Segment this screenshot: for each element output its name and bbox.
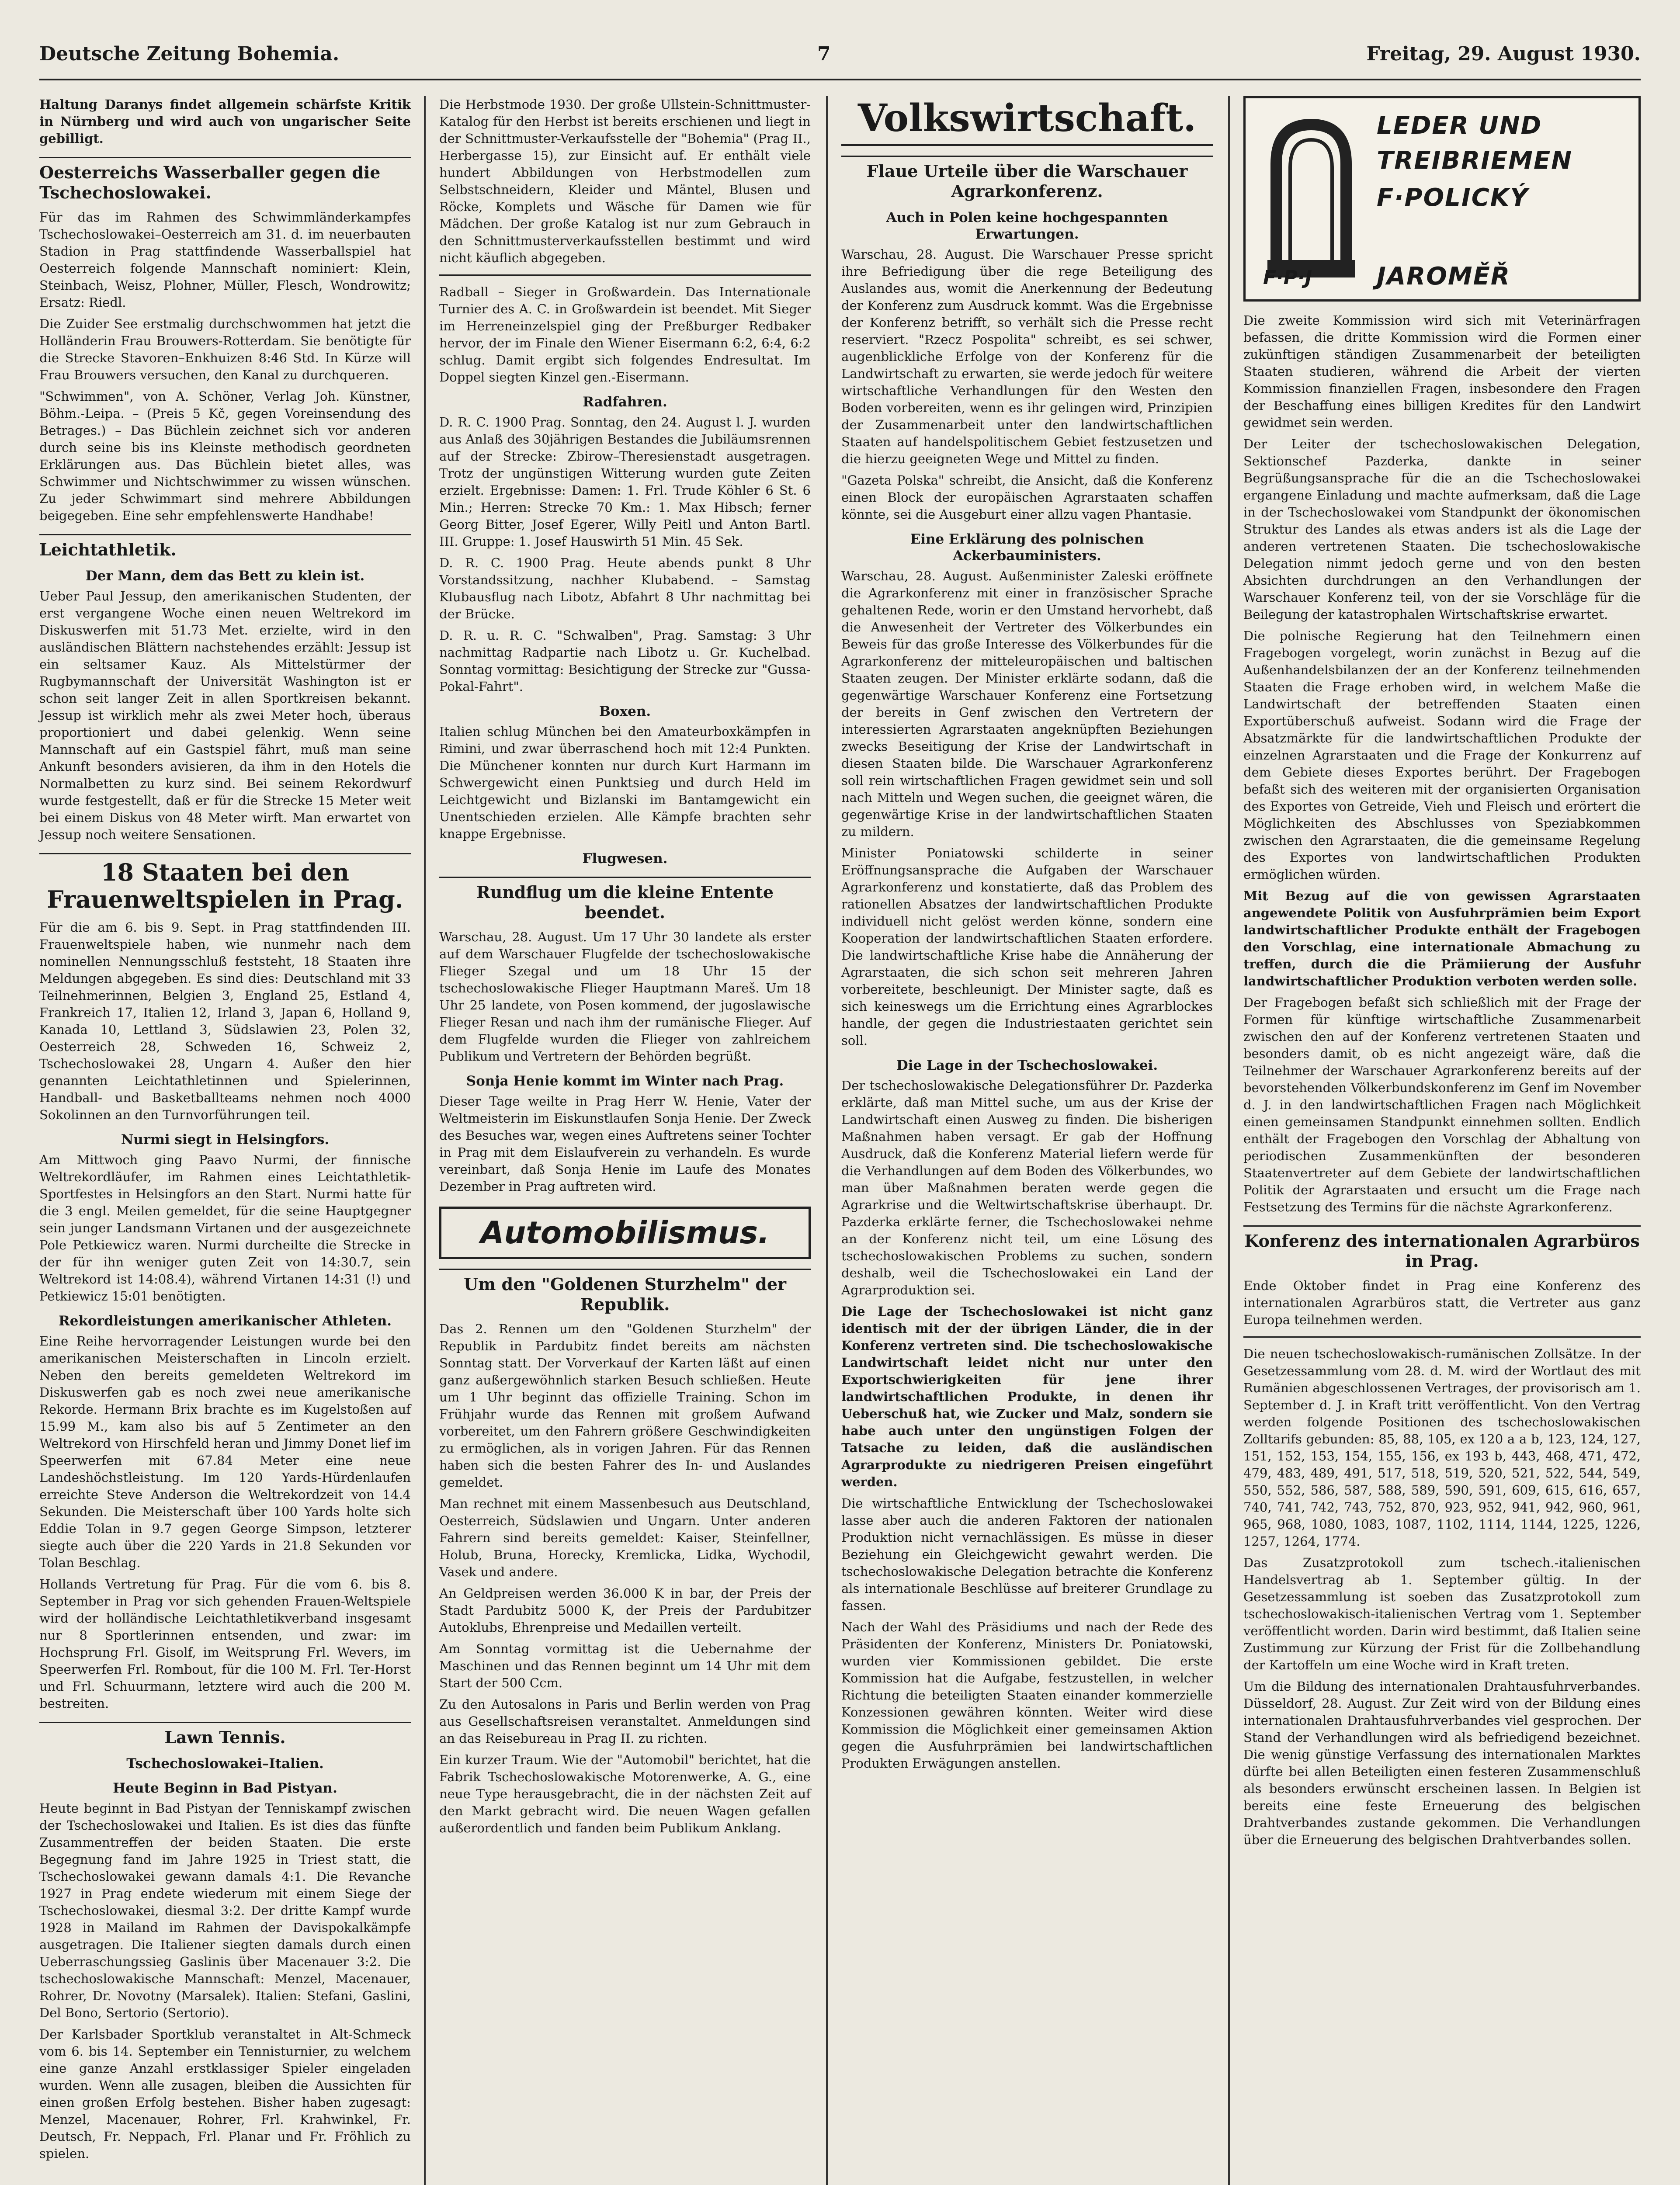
belt-icon	[1263, 116, 1359, 282]
subheadline: Sonja Henie kommt im Winter nach Prag.	[466, 1073, 784, 1089]
article-text: D. R. u. R. C. "Schwalben", Prag. Samstag: 3 Uhr nachmittag Radpartie nach Libotz u. Gr. Kuchelbad. Sonntag vormittag: Besichtigung der Strecke zur "Gussa-Pokal-Fahrt".	[439, 628, 811, 694]
advertisement-policky	[1243, 96, 1641, 302]
article-text: Heute beginnt in Bad Pistyan der Tenniskampf zwischen der Tschechoslowakei und Italien. Es ist dies das fünfte Zusammentreffen der beiden Staaten. Die erste Begegnung fand im Jahre 1925 in Triest statt, die Tschechoslowakei gewann damals 4:1. Die Revanche 1927 in Prag endete wiederum mit einem Siege der Tschechoslowakei, diesmal 3:2. Der dritte Kampf wurde 1928 in Mailand im Rahmen der Davispokalkämpfe ausgetragen. Die Italiener siegten damals durch einen Ueberraschungssieg Gaslinis über Macenauer 3:2. Die tschechoslowakische Mannschaft: Menzel, Macenauer, Rohrer, Dr. Novotny (Marsalek). Italien: Stefani, Gaslini, Del Bono, Sertorio (Sertorio).	[39, 1801, 411, 2020]
article-text: Der Karlsbader Sportklub veranstaltet in Alt-Schmeck vom 6. bis 14. September ein Tennisturnier, zu welchem eine ganze Anzahl erstklassiger Spieler eingeladen wurden. Wenn alle zusagen, bleiben die Aussichten für einen großen Erfolg bestehen. Bisher haben zugesagt: Menzel, Macenauer, Rohrer, Frl. Krahwinkel, Fr. Deutsch, Fr. Neppach, Frl. Planar und Fr. Fröhlich zu spielen.	[39, 2027, 411, 2161]
column-rule	[826, 96, 828, 2185]
article-text: D. R. C. 1900 Prag. Heute abends punkt 8 Uhr Vorstandssitzung, nachher Klubabend. – Samstag Klubausflug nach Libotz, Abfahrt 8 Uhr nachmittag bei der Brücke.	[439, 555, 811, 621]
headline: 18 Staaten bei den Frauenweltspielen in Prag.	[39, 853, 411, 913]
article-text: Der Leiter der tschechoslowakischen Delegation, Sektionschef Pazderka, dankte in seiner Begrüßungsansprache für die an die Tschechoslowakei ergangene Einladung und machte aufmerksam, daß die Lage in der Tschechoslowakei vom Standpunkt der ökonomischen Struktur des Landes als etwas anders ist als die Lage der anderen vertretenen Staaten. Die tschechoslowakische Delegation nimmt jedoch gerne und von den besten Absichten durchdrungen an den Verhandlungen der Warschauer Konferenz teil, von der sie Vorschläge für die Beilegung der katastrophalen Wirtschaftskrise erwartet.	[1243, 437, 1641, 622]
article-text: Dieser Tage weilte in Prag Herr W. Henie, Vater der Weltmeisterin im Eiskunstlaufen Sonja Henie. Der Zweck des Besuches war, wegen eines Auftretens seiner Tochter in Prag mit dem Eislaufverein zu verhandeln. Es wurde vereinbart, daß Sonja Henie im Laufe des Monates Dezember in Prag auftreten wird.	[439, 1094, 811, 1194]
article-text: Die wirtschaftliche Entwicklung der Tschechoslowakei lasse aber auch die anderen Faktoren der nationalen Produktion nicht vernachlässigen. Es müsse in dieser Beziehung ein Gleichgewicht gewahrt werden. Die tschechoslowakische Delegation betrachte die Konferenz als internationale Beschlüsse auf breiterer Grundlage zu fassen.	[841, 1496, 1213, 1613]
article-text: Um die Bildung des internationalen Drahtausfuhrverbandes. Düsseldorf, 28. August. Zur Zeit wird von der Bildung eines internationalen Drahtausfuhrverbandes viel gesprochen. Der Stand der Verhandlungen wird als befriedigend bezeichnet. Die wenig günstige Verfassung des internationalen Marktes dürfte bei allen Beteiligten einen festeren Zusammenschluß als besonders erwünscht erscheinen lassen. In Belgien ist bereits eine feste Erneuerung des belgischen Drahtverbandes zustande gekommen. Die Verhandlungen über die Erneuerung des belgischen Drahtverbandes sollen.	[1243, 1679, 1641, 1847]
ad-text: F·P·J	[1263, 267, 1312, 289]
article-text: Der tschechoslowakische Delegationsführer Dr. Pazderka erklärte, daß man Mittel suche, um aus der Krise der Landwirtschaft einen Ausweg zu finden. Die bisherigen Maßnahmen haben versagt. Er gab der Hoffnung Ausdruck, daß die Konferenz Material liefern werde für die Verhandlungen auf dem Boden des Völkerbundes, wo man über Maßnahmen beraten werde gegen die Agrarkrise und die Weltwirtschaftskrise überhaupt. Dr. Pazderka erklärte ferner, die Tschechoslowakei nehme an der Konferenz nicht teil, um eine Lösung des tschechoslowakischen Problems zu suchen, sondern deshalb, weil die Tschechoslowakei ein Land der Agrarproduktion sei.	[841, 1078, 1213, 1297]
ad-text: TREIBRIEMEN	[1377, 146, 1573, 175]
article-text: Das 2. Rennen um den "Goldenen Sturzhelm" der Republik in Pardubitz findet bereits am nächsten Sonntag statt. Der Vorverkauf der Karten läßt auf einen ganz außergewöhnlich starken Besuch schließen. Heute um 1 Uhr beginnt das offizielle Training. Schon im Frühjahr wurde das Rennen mit großem Aufwand vorbereitet, um den Fahrern größere Geschwindigkeiten zu ermöglichen, als in vorigen Jahren. Für das Rennen haben sich die besten Fahrer des In- und Auslandes gemeldet.	[439, 1321, 811, 1490]
headline: Um den "Goldenen Sturzhelm" der Republik.	[439, 1269, 811, 1314]
headline: Lawn Tennis.	[39, 1722, 411, 1748]
article-text: Am Mittwoch ging Paavo Nurmi, der finnische Weltrekordläufer, im Rahmen eines Leichtathletik-Sportfestes in Helsingfors an den Start. Nurmi hatte für die 3 engl. Meilen gemeldet, für die seine Hauptgegner sein junger Landsmann Virtanen und der ausgezeichnete Pole Petkiewicz waren. Nurmi durcheilte die Strecke in der für ihn weniger guten Zeit von 14:30.7, sein Weltrekord ist 14:08.4), während Virtanen 14:31 (!) und Petkiewicz 15:01 benötigten.	[39, 1152, 411, 1304]
newspaper-page	[39, 31, 1641, 2185]
article-text: Warschau, 28. August. Außenminister Zaleski eröffnete die Agrarkonferenz mit einer in französischer Sprache gehaltenen Rede, worin er den Umstand hervorhebt, daß die Anwesenheit der Vertreter des Völkerbundes ein Beweis für das große Interesse des Völkerbundes für die Agrarkonferenz der mitteleuropäischen und baltischen Staaten zeugen. Der Minister erklärte sodann, daß die gegenwärtige Warschauer Konferenz eine Fortsetzung der bereits in Genf zwischen den Vertretern der interessierten Agrarstaaten angeknüpften Beziehungen zwecks Beseitigung der Krise der Landwirtschaft in diesen Staaten bilde. Die Warschauer Agrarkonferenz soll rein wirtschaftlichen Fragen gewidmet sein und soll nach Mitteln und Wegen suchen, die geeignet wären, die gegenwärtige Krise in der landwirtschaftlichen Staaten zu mildern.	[841, 569, 1213, 839]
headline: Oesterreichs Wasserballer gegen die Tschechoslowakei.	[39, 157, 411, 203]
article-text: Für das im Rahmen des Schwimmländerkampfes Tschechoslowakei–Oesterreich am 31. d. im neuerbauten Stadion in Prag stattfindende Wasserballspiel hat Oesterreich folgende Mannschaft nominiert: Klein, Steinbach, Weisz, Plohner, Müller, Flesch, Wondrowitz; Ersatz: Riedl.	[39, 210, 411, 310]
column-3	[841, 96, 1213, 1776]
article-text: Italien schlug München bei den Amateurboxkämpfen in Rimini, und zwar überraschend hoch mit 12:4 Punkten. Die Münchener konnten nur durch Kurt Harmann im Schwergewicht einen Punktsieg und durch Held im Leichtgewicht und Bizlanski im Bantamgewicht ein Unentschieden erzielen. Alle Kämpfe brachten sehr knappe Ergebnisse.	[439, 724, 811, 841]
headline: Flaue Urteile über die Warschauer Agrarkonferenz.	[841, 156, 1213, 201]
article-text: Haltung Daranys findet allgemein schärfste Kritik in Nürnberg und wird auch von ungarischer Seite gebilligt.	[39, 97, 411, 146]
article-text: Die neuen tschechoslowakisch-rumänischen Zollsätze. In der Gesetzessammlung vom 28. d. M. wird der Wortlaut des mit Rumänien abgeschlossenen Vertrages, der provisorisch am 1. September d. J. in Kraft tritt veröffentlicht. Von den Vertrag werden folgende Positionen des tschechoslowakischen Zolltarifs gebunden: 85, 88, 105, ex 120 a a b, 123, 124, 127, 151, 152, 153, 154, 155, 156, ex 193 b, 443, 468, 471, 472, 479, 483, 489, 491, 517, 518, 519, 520, 521, 522, 544, 549, 550, 552, 586, 587, 588, 589, 590, 591, 609, 615, 616, 657, 740, 741, 742, 743, 752, 870, 923, 952, 941, 942, 960, 961, 965, 968, 1080, 1083, 1087, 1102, 1114, 1144, 1225, 1226, 1257, 1264, 1774.	[1243, 1346, 1641, 1549]
article-text: Eine Reihe hervorragender Leistungen wurde bei den amerikanischen Meisterschaften in Lincoln erzielt. Neben den bereits gemeldeten Weltrekord im Diskuswerfen gab es noch zwei neue amerikanische Rekorde. Hermann Brix brachte es im Kugelstoßen auf 15.99 M., kam also bis auf 5 Zentimeter an den Weltrekord von Hirschfeld heran und Jimmy Donet lief im Speerwerfen mit 67.84 Meter eine neue Landeshöchstleistung. Im 120 Yards-Hürdenlaufen erreichte Steve Anderson die Weltrekordzeit von 14.4 Sekunden. Die Meisterschaft über 100 Yards holte sich Eddie Tolan in 9.7 gegen George Simpson, letzterer siegte auch über die 220 Yards in 21.8 Sekunden vor Tolan Beschlag.	[39, 1334, 411, 1570]
section-title-volkswirtschaft: Volkswirtschaft.	[841, 96, 1213, 146]
article-text: Nach der Wahl des Präsidiums und nach der Rede des Präsidenten der Konferenz, Ministers Dr. Poniatowski, wurden vier Kommissionen gebildet. Die erste Kommission hat die Aufgabe, festzustellen, in welcher Richtung die beteiligten Staaten einander kommerzielle Konzessionen gewähren könnten. Weiter wird diese Kommission die Möglichkeit einer gemeinsamen Aktion gegen die Ausfuhrprämien bei landwirtschaftlichen Produkten Erwägungen anstellen.	[841, 1620, 1213, 1771]
article-text: Mit Bezug auf die von gewissen Agrarstaaten angewendete Politik von Ausfuhrprämien beim Export landwirtschaftlicher Produkte enthält der Fragebogen den Vorschlag, eine internationale Abmachung zu treffen, durch die die Prämiierung der Ausfuhr landwirtschaftlicher Produktion verboten werden solle.	[1243, 888, 1641, 988]
article-text: Die zweite Kommission wird sich mit Veterinärfragen befassen, die dritte Kommission wird die Formen einer zukünftigen ständigen Zusammenarbeit der beteiligten Staaten studieren, während die Arbeit der vierten Kommission finanziellen Fragen, insbesondere den Fragen der Beschaffung eines billigen Kredites für den Landwirt gewidmet sein werden.	[1243, 313, 1641, 430]
article-text: Ende Oktober findet in Prag eine Konferenz des internationalen Agrarbüros statt, die Vertreter aus ganz Europa teilnehmen werden.	[1243, 1278, 1641, 1327]
article-text: Warschau, 28. August. Die Warschauer Presse spricht ihre Befriedigung über die rege Beteiligung des Auslandes aus, womit die Anerkennung der Bedeutung der Konferenz zum Ausdruck kommt. Was die Ergebnisse der Konferenz betrifft, so verhält sich die Presse recht reserviert. "Rzecz Pospolita" schreibt, es sei schwer, augenblickliche Erfolge von der Konferenz für die Landwirtschaft zu erwarten, sie werde jedoch für weitere wirtschaftliche Verhandlungen für den Westen den Boden vorbereiten, wenn es ihr gelingen wird, Prinzipien der Zusammenarbeit unter den landwirtschaftlichen Staaten auf handelspolitischem Gebiet festzusetzen und die hierzu geeigneten Wege und Mittel zu finden.	[841, 247, 1213, 466]
headline: Konferenz des internationalen Agrarbüros in Prag.	[1243, 1225, 1641, 1271]
column-rule	[1228, 96, 1230, 2185]
subheadline: Flugwesen.	[582, 851, 668, 867]
article-text: Radball – Sieger in Großwardein. Das Internationale Turnier des A. C. in Großwardein ist beendet. Mit Sieger im Herreneinzelspiel ging der Preßburger Redbaker hervor, der im Finale den Wiener Eisermann 6:2, 6:4, 6:2 schlug. Damit ergibt sich folgendes Endresultat. Im Doppel siegten Kinzel gen.-Eisermann.	[439, 284, 811, 385]
subheadline: Radfahren.	[583, 394, 667, 410]
article-text: D. R. C. 1900 Prag. Sonntag, den 24. August l. J. wurden aus Anlaß des 30jährigen Bestandes die Jubiläumsrennen auf der Strecke: Zbirow–Theresienstadt ausgetragen. Trotz der ungünstigen Witterung wurden gute Zeiten erzielt. Ergebnisse: Damen: 1. Frl. Trude Köhler 6 St. 6 Min.; Herren: Strecke 70 Km.: 1. Max Hibsch; ferner Georg Bitter, Josef Egerer, Willy Peitl und Anton Bartl. III. Gruppe: 1. Josef Hauswirth 51 Min. 45 Sek.	[439, 415, 811, 549]
article-text: "Gazeta Polska" schreibt, die Ansicht, daß die Konferenz einen Block der europäischen Agrarstaaten schaffen könnte, sei die Ausgeburt einer allzu vagen Phantasie.	[841, 473, 1213, 522]
page-number: 7	[817, 43, 831, 65]
article-text: Ueber Paul Jessup, den amerikanischen Studenten, der erst vergangene Woche einen neuen Weltrekord im Diskuswerfen mit 51.73 Met. erzielte, wird in den ausländischen Blättern nachstehendes erzählt: Jessup ist ein seltsamer Kauz. Als Mittelstürmer der Rugbymannschaft der Universität Washington ist er schon seit langer Zeit in allen Sportkreisen bekannt. Jessup ist wirklich mehr als zwei Meter hoch, überaus proportioniert und dabei gelenkig. Wenn seine Mannschaft auf ein Gastspiel fährt, muß man seine Ankunft besonders avisieren, da ihm in den Hotels die Normalbetten zu kurz sind. Bei seinem Rekordwurf wurde festgestellt, daß er für die Strecke 15 Meter weit bei einem Diskus von 48 Meter wirft. Man erwartet von Jessup noch weitere Sensationen.	[39, 589, 411, 842]
article-text: Hollands Vertretung für Prag. Für die vom 6. bis 8. September in Prag vor sich gehenden Frauen-Weltspiele wird der holländische Leichtathletikverband insgesamt nur 8 Sportlerinnen entsenden, und zwar: im Hochsprung Frl. Gisolf, im Weitsprung Frl. Wevers, im Speerwerfen Frl. Rombout, für die 100 M. Frl. Ter-Horst und Frl. Schuurmann, letztere wird auch die 200 M. bestreiten.	[39, 1577, 411, 1711]
column-rule	[424, 96, 426, 2185]
article-text: Am Sonntag vormittag ist die Uebernahme der Maschinen und das Rennen beginnt um 14 Uhr mit dem Start der 500 Ccm.	[439, 1641, 811, 1690]
article-text: An Geldpreisen werden 36.000 K in bar, der Preis der Stadt Pardubitz 5000 K, der Preis der Pardubitzer Autoklubs, Ehrenpreise und Medaillen verteilt.	[439, 1586, 811, 1635]
subheadline: Auch in Polen keine hochgespannten Erwartungen.	[886, 210, 1168, 242]
article-text: Man rechnet mit einem Massenbesuch aus Deutschland, Oesterreich, Südslawien und Ungarn. Unter anderen Fahrern sind bereits gemeldet: Kaiser, Steinfellner, Holub, Bruna, Horecky, Kremlicka, Lidka, Wychodil, Vasek und andere.	[439, 1496, 811, 1579]
subheadline: Rekordleistungen amerikanischer Athleten.	[58, 1313, 392, 1329]
article-text: Zu den Autosalons in Paris und Berlin werden von Prag aus Gesellschaftsreisen veranstaltet. Anmeldungen sind an das Reisebureau in Prag II. zu richten.	[439, 1697, 811, 1746]
subheadline: Heute Beginn in Bad Pistyan.	[113, 1780, 337, 1796]
masthead	[39, 31, 1641, 80]
column-1	[39, 96, 411, 2167]
ad-text: LEDER UND	[1377, 111, 1542, 140]
subheadline: Nurmi siegt in Helsingfors.	[121, 1132, 330, 1148]
headline: Rundflug um die kleine Entente beendet.	[439, 877, 811, 923]
ad-text: JAROMĚŘ	[1377, 262, 1511, 291]
divider	[439, 274, 811, 276]
ad-text: F·POLICKÝ	[1377, 184, 1529, 212]
subheadline: Boxen.	[599, 704, 651, 719]
article-text: Für die am 6. bis 9. Sept. in Prag stattfindenden III. Frauenweltspiele haben, wie nunmehr nach dem nominellen Nennungsschluß feststeht, 18 Staaten ihre Meldungen abgegeben. Es sind dies: Deutschland mit 33 Teilnehmerinnen, Belgien 3, England 25, Estland 4, Frankreich 17, Italien 12, Irland 3, Japan 6, Holland 9, Kanada 10, Lettland 3, Südslawien 23, Polen 32, Oesterreich 28, Schweden 16, Schweiz 2, Tschechoslowakei 28, Ungarn 4. Außer den hier genannten Leichtathletinnen und Spielerinnen, Handball- und Basketballteams nehmen noch 4000 Sokolinnen an den Turnvorführungen teil.	[39, 920, 411, 1122]
newspaper-name: Deutsche Zeitung Bohemia.	[39, 43, 340, 65]
subheadline: Tschechoslowakei–Italien.	[126, 1756, 324, 1772]
subheadline: Der Mann, dem das Bett zu klein ist.	[85, 568, 365, 584]
headline: Leichtathletik.	[39, 534, 411, 560]
article-text: Das Zusatzprotokoll zum tschech.-italienischen Handelsvertrag ab 1. September gültig. In der Gesetzessammlung ist soeben das Zusatzprotokoll zum tschechoslowakisch-italienischen Vertrag vom 1. September veröffentlicht worden. Darin wird bestimmt, daß Italien seine Zustimmung zur Kürzung der Frist für die Zollbehandlung der Kartoffeln um eine Woche wird in Kraft treten.	[1243, 1555, 1641, 1672]
article-text: Die polnische Regierung hat den Teilnehmern einen Fragebogen vorgelegt, worin zunächst in Bezug auf die Außenhandelsbilanzen der an der Konferenz teilnehmenden Staaten die Frage erhoben wird, in welchem Maße die Landwirtschaft der betreffenden Staaten einen Exportüberschuß aufweist. Sodann wird die Frage der Absatzmärkte für die landwirtschaftlichen Produkte der einzelnen Agrarstaaten und die Frage der Konkurrenz auf dem Gebiete dieses Exportes berührt. Der Fragebogen befaßt sich des weiteren mit der organisierten Organisation des Exportes von Getreide, Vieh und Fleisch und erörtert die Möglichkeiten des Abschlusses von Speziabkommen zwischen den Agrarstaaten, die die gemeinsame Regelung des Exportes von landwirtschaftlichen Produkten ermöglichen würden.	[1243, 628, 1641, 882]
article-text: Der Fragebogen befaßt sich schließlich mit der Frage der Formen für künftige wirtschaftliche Zusammenarbeit zwischen den auf der Konferenz vertretenen Staaten und besonders damit, ob es nicht angezeigt wäre, daß die Teilnehmer der Warschauer Agrarkonferenz bereits auf der bevorstehenden Völkerbundskonferenz im Genf im November d. J. in den landwirtschaftlichen Fragen nach Möglichkeit einen gemeinsamen Standpunkt einnehmen sollten. Endlich enthält der Fragebogen den Vorschlag der Abhaltung von periodischen Zusammenkünften der besonderen Staatenvertreter auf dem Gebiete der landwirtschaftlichen Politik der Agrarstaaten und ersucht um die Frage nach Festsetzung des Termins für die nächste Agrarkonferenz.	[1243, 995, 1641, 1214]
column-4	[1243, 96, 1641, 1853]
issue-date: Freitag, 29. August 1930.	[1366, 43, 1641, 65]
article-text: Ein kurzer Traum. Wie der "Automobil" berichtet, hat die Fabrik Tschechoslowakische Motorenwerke, A. G., eine neue Type herausgebracht, die in der nächsten Zeit auf den Markt gebracht wird. Die neuen Wagen gefallen außerordentlich und fanden beim Publikum Anklang.	[439, 1752, 811, 1835]
subheadline: Eine Erklärung des polnischen Ackerbauministers.	[910, 531, 1144, 564]
article-text: Die Zuider See erstmalig durchschwommen hat jetzt die Holländerin Frau Brouwers-Rotterdam. Sie benötigte für die Strecke Stavoren–Enkhuizen 8:46 Std. In Kürze will Frau Brouwers versuchen, den Kanal zu durchqueren.	[39, 316, 411, 382]
divider	[1243, 1336, 1641, 1338]
article-text: Die Herbstmode 1930. Der große Ullstein-Schnittmuster-Katalog für den Herbst ist bereits erschienen und liegt in der Schnittmuster-Verkaufsstelle der "Bohemia" (Prag II., Herbergasse 15), zur Einsicht auf. Er enthält viele hundert Abbildungen von Herbstmodellen zum Selbstschneidern, Kleider und Mäntel, Blusen und Röcke, Komplets und Wäsche für Damen wie für Mädchen. Der große Katalog ist nur zum Gebrauch in den Schnittmusterverkaufsstellen bestimmt und wird nicht käuflich abgegeben.	[439, 97, 811, 265]
subheadline: Die Lage in der Tschechoslowakei.	[896, 1058, 1158, 1073]
article-text: Warschau, 28. August. Um 17 Uhr 30 landete als erster auf dem Warschauer Flugfelde der tschechoslowakische Flieger Szegal und um 18 Uhr 15 der tschechoslowakische Flieger Hauptmann Mareš. Um 18 Uhr 25 landete, von Posen kommend, der jugoslawische Flieger Resan und nach ihm der rumänische Flieger. Auf dem Flugfelde wurden die Flieger von zahlreichem Publikum und Vertretern der Behörden begrüßt.	[439, 929, 811, 1064]
column-2	[439, 96, 811, 1841]
article-text: Die Lage der Tschechoslowakei ist nicht ganz identisch mit der der übrigen Länder, die in der Konferenz vertreten sind. Die tschechoslowakische Landwirtschaft leidet nicht nur unter den Exportschwierigkeiten für jene ihrer landwirtschaftlichen Produkte, in denen ihr Ueberschuß hat, wie Zucker und Malz, sondern sie habe auch unter den ungünstigen Folgen der Tatsache zu leiden, daß die ausländischen Agrarprodukte zu niedrigeren Preisen eingeführt werden.	[841, 1304, 1213, 1489]
section-title-automobilismus: Automobilismus.	[439, 1207, 811, 1259]
article-text: "Schwimmen", von A. Schöner, Verlag Joh. Künstner, Böhm.-Leipa. – (Preis 5 Kč, gegen Voreinsendung des Betrages.) – Das Büchlein zeichnet sich vor anderen durch seine bis ins Kleinste methodisch geordneten Erklärungen aus. Das Büchlein bietet alles, was Schwimmer und Nichtschwimmer zu wissen wünschen. Zu jeder Schwimmart sind mehrere Abbildungen beigegeben. Eine sehr empfehlenswerte Handhabe!	[39, 389, 411, 523]
article-text: Minister Poniatowski schilderte in seiner Eröffnungsansprache die Aufgaben der Warschauer Agrarkonferenz und konstatierte, daß das Problem des rationellen Absatzes der landwirtschaftlichen Produkte individuell nicht gelöst werden könne, sondern eine Kooperation der landwirtschaftlichen Staaten erfordere. Die landwirtschaftliche Krise habe die Annäherung der Agrarstaaten, die sich schon seit mehreren Jahren vorbereitete, beschleunigt. Der Minister sagte, daß es sich keineswegs um die Errichtung eines Agrarblockes handle, der gegen die Industriestaaten gerichtet sein soll.	[841, 846, 1213, 1048]
